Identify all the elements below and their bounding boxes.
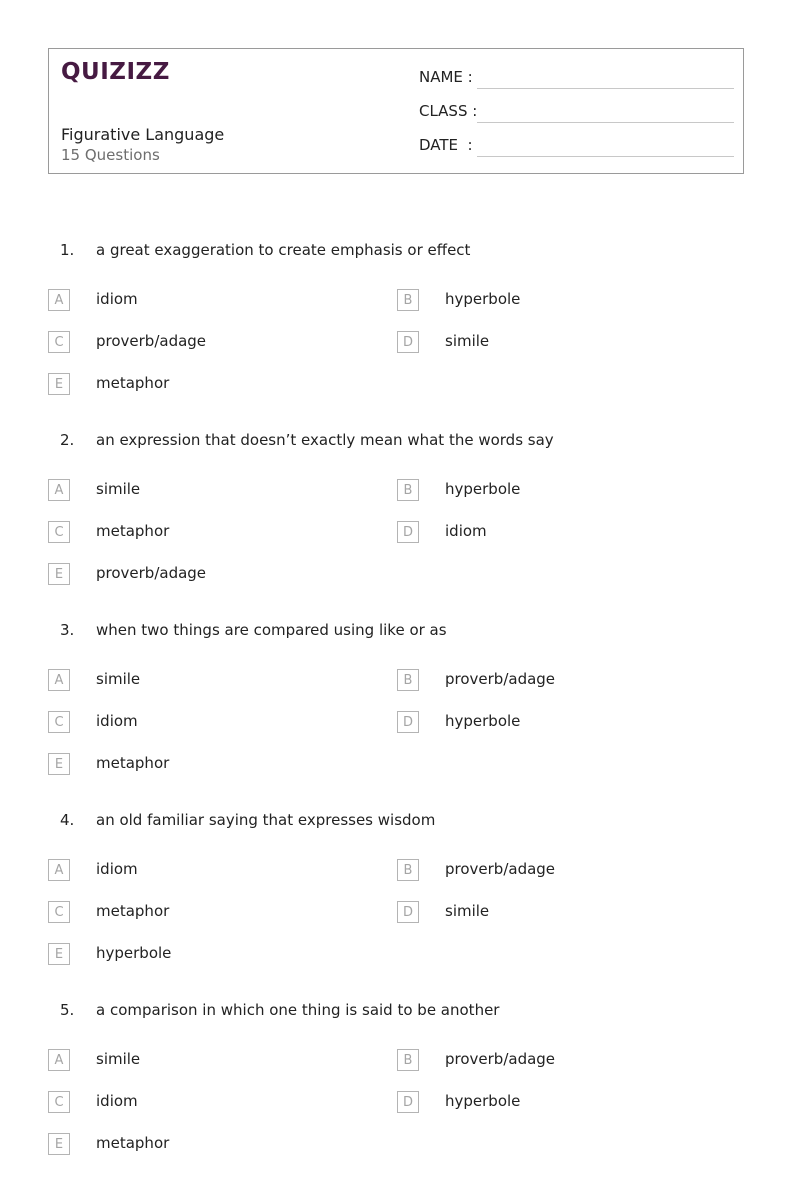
option-text: simile — [96, 670, 141, 688]
option-letter-box[interactable]: A — [48, 669, 70, 691]
question-text: when two things are compared using like or as — [96, 621, 447, 639]
option-letter-box[interactable]: B — [397, 289, 419, 311]
option-text: simile — [445, 902, 490, 920]
option-text: metaphor — [96, 754, 170, 772]
option-e[interactable] — [48, 373, 378, 397]
option-letter-box[interactable]: C — [48, 331, 70, 353]
option-a[interactable] — [48, 859, 378, 883]
option-d[interactable] — [397, 331, 727, 355]
option-list — [48, 859, 744, 1001]
option-letter-box[interactable]: E — [48, 563, 70, 585]
question-stem — [48, 1001, 744, 1025]
option-e[interactable] — [48, 563, 378, 587]
class-line[interactable] — [477, 122, 734, 123]
name-label: NAME : — [419, 68, 473, 86]
option-d[interactable] — [397, 711, 727, 735]
option-letter-box[interactable]: D — [397, 521, 419, 543]
question-list — [48, 241, 744, 1191]
worksheet-header — [48, 48, 744, 174]
option-text: simile — [96, 1050, 141, 1068]
option-c[interactable] — [48, 901, 378, 925]
option-letter-box[interactable]: E — [48, 943, 70, 965]
option-b[interactable] — [397, 1049, 727, 1073]
question-number: 4. — [60, 811, 75, 829]
option-letter-box[interactable]: C — [48, 901, 70, 923]
option-a[interactable] — [48, 289, 378, 313]
option-d[interactable] — [397, 521, 727, 545]
option-b[interactable] — [397, 859, 727, 883]
date-label: DATE : — [419, 136, 473, 154]
question-5 — [48, 1001, 744, 1191]
option-letter-box[interactable]: C — [48, 711, 70, 733]
option-letter-box[interactable]: A — [48, 479, 70, 501]
option-text: idiom — [96, 1092, 138, 1110]
question-count: 15 Questions — [61, 146, 160, 164]
option-text: hyperbole — [96, 944, 172, 962]
question-number: 2. — [60, 431, 75, 449]
option-d[interactable] — [397, 901, 727, 925]
option-letter-box[interactable]: E — [48, 753, 70, 775]
question-stem — [48, 431, 744, 455]
option-letter-box[interactable]: D — [397, 1091, 419, 1113]
option-text: idiom — [96, 712, 138, 730]
option-letter-box[interactable]: B — [397, 669, 419, 691]
option-b[interactable] — [397, 669, 727, 693]
question-stem — [48, 241, 744, 265]
option-text: proverb/adage — [445, 860, 556, 878]
option-a[interactable] — [48, 1049, 378, 1073]
question-4 — [48, 811, 744, 1001]
option-e[interactable] — [48, 1133, 378, 1157]
question-number: 1. — [60, 241, 75, 259]
option-text: proverb/adage — [445, 1050, 556, 1068]
option-letter-box[interactable]: A — [48, 289, 70, 311]
option-text: idiom — [96, 290, 138, 308]
option-letter-box[interactable]: D — [397, 331, 419, 353]
question-number: 3. — [60, 621, 75, 639]
option-text: proverb/adage — [96, 564, 207, 582]
option-a[interactable] — [48, 479, 378, 503]
question-text: a great exaggeration to create emphasis or effect — [96, 241, 471, 259]
option-text: metaphor — [96, 374, 170, 392]
option-c[interactable] — [48, 1091, 378, 1115]
option-list — [48, 479, 744, 621]
option-d[interactable] — [397, 1091, 727, 1115]
option-letter-box[interactable]: A — [48, 1049, 70, 1071]
class-label: CLASS : — [419, 102, 478, 120]
option-e[interactable] — [48, 943, 378, 967]
option-letter-box[interactable]: D — [397, 711, 419, 733]
question-text: an old familiar saying that expresses wisdom — [96, 811, 436, 829]
option-letter-box[interactable]: A — [48, 859, 70, 881]
question-number: 5. — [60, 1001, 75, 1019]
option-text: metaphor — [96, 1134, 170, 1152]
option-text: metaphor — [96, 522, 170, 540]
option-list — [48, 669, 744, 811]
option-e[interactable] — [48, 753, 378, 777]
option-text: proverb/adage — [445, 670, 556, 688]
option-text: hyperbole — [445, 480, 521, 498]
option-list — [48, 289, 744, 431]
option-letter-box[interactable]: E — [48, 373, 70, 395]
option-text: hyperbole — [445, 712, 521, 730]
option-c[interactable] — [48, 331, 378, 355]
date-field[interactable] — [419, 136, 734, 160]
name-field[interactable] — [419, 68, 734, 92]
name-line[interactable] — [477, 88, 734, 89]
option-letter-box[interactable]: C — [48, 521, 70, 543]
option-b[interactable] — [397, 479, 727, 503]
question-text: an expression that doesn’t exactly mean what the words say — [96, 431, 554, 449]
quizizz-logo: QUIZIZZ — [61, 59, 170, 85]
question-1 — [48, 241, 744, 431]
option-letter-box[interactable]: B — [397, 479, 419, 501]
option-text: metaphor — [96, 902, 170, 920]
question-2 — [48, 431, 744, 621]
option-text: hyperbole — [445, 1092, 521, 1110]
option-c[interactable] — [48, 711, 378, 735]
question-text: a comparison in which one thing is said to be another — [96, 1001, 500, 1019]
worksheet-title: Figurative Language — [61, 125, 225, 144]
option-b[interactable] — [397, 289, 727, 313]
option-letter-box[interactable]: B — [397, 859, 419, 881]
date-line[interactable] — [477, 156, 734, 157]
option-text: simile — [96, 480, 141, 498]
question-stem — [48, 811, 744, 835]
option-a[interactable] — [48, 669, 378, 693]
option-letter-box[interactable]: E — [48, 1133, 70, 1155]
option-text: idiom — [445, 522, 487, 540]
option-text: simile — [445, 332, 490, 350]
question-3 — [48, 621, 744, 811]
option-letter-box[interactable]: B — [397, 1049, 419, 1071]
option-text: proverb/adage — [96, 332, 207, 350]
option-text: hyperbole — [445, 290, 521, 308]
class-field[interactable] — [419, 102, 734, 126]
option-list — [48, 1049, 744, 1191]
option-c[interactable] — [48, 521, 378, 545]
option-letter-box[interactable]: D — [397, 901, 419, 923]
question-stem — [48, 621, 744, 645]
option-letter-box[interactable]: C — [48, 1091, 70, 1113]
option-text: idiom — [96, 860, 138, 878]
